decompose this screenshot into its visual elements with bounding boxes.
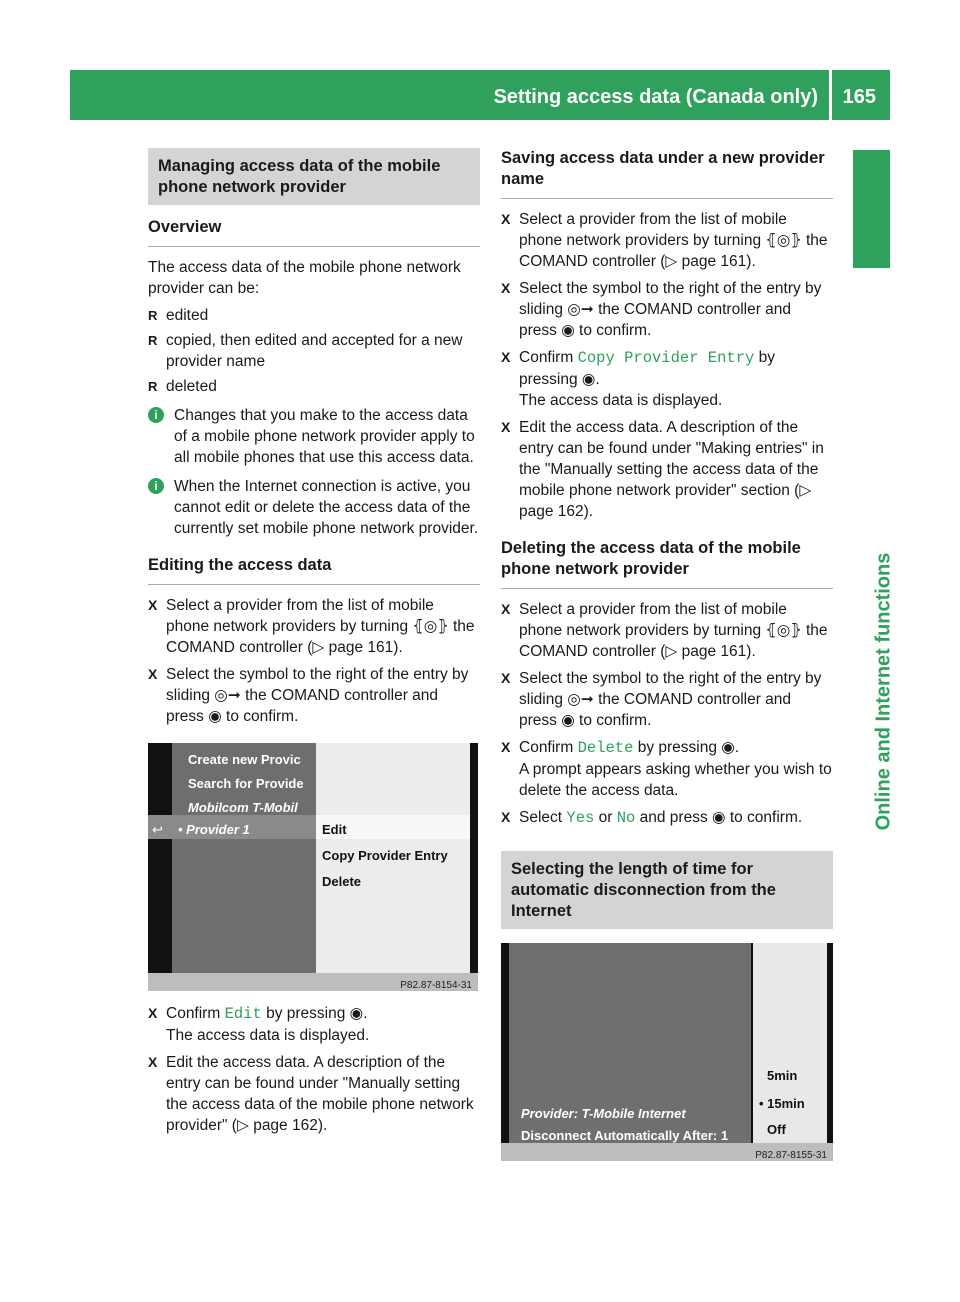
step-item: X Select a provider from the list of mobile phone network providers by turning ⦃◎⦄ the COMAND controller (▷ page 161). [501, 209, 833, 272]
list-item: R copied, then edited and accepted for a new provider name [148, 330, 480, 372]
section-title-disconnect: Selecting the length of time for automatic disconnection from the Internet [501, 851, 833, 929]
header-title: Setting access data (Canada only) [493, 86, 818, 108]
option-off: Off [767, 1122, 786, 1137]
saving-heading: Saving access data under a new provider name [501, 148, 833, 199]
step-item: X Select the symbol to the right of the entry by sliding ◎➞ the COMAND controller and press ◉ to confirm. [501, 278, 833, 341]
menu-item: Create new Provic [188, 752, 301, 767]
step-item: X Edit the access data. A description of the entry can be found under "Making entries" in the "Manually setting the access data of the mobile phone network provider" section (▷ page 162). [501, 417, 833, 522]
editing-heading: Editing the access data [148, 555, 480, 585]
comand-screen-disconnect [501, 943, 833, 1161]
option-edit: Edit [322, 822, 347, 837]
provider-menu [172, 743, 316, 973]
step-item: X Select the symbol to the right of the entry by sliding ◎➞ the COMAND controller and press ◉ to confirm. [501, 668, 833, 731]
options-menu [316, 743, 470, 973]
info-text: When the Internet connection is active, you cannot edit or delete the access data of the currently set mobile phone network provider. [174, 478, 479, 537]
code-no: No [616, 809, 636, 827]
info-note [148, 476, 480, 539]
back-icon: ↩ [152, 822, 163, 837]
image-code-strip [148, 973, 478, 991]
option-15min: • 15min [759, 1096, 805, 1111]
deleting-heading: Deleting the access data of the mobile phone network provider [501, 538, 833, 589]
option-edit-row [316, 815, 470, 839]
menu-item: Search for Provide [188, 776, 304, 791]
step-item: X Select Yes or No and press ◉ to confirm. [501, 807, 833, 829]
chapter-tab-block [853, 150, 890, 268]
step-item: X Confirm Edit by pressing ◉. The access data is displayed. [148, 1003, 480, 1046]
option-5min: 5min [767, 1068, 798, 1083]
image-code: P82.87-8154-31 [400, 980, 472, 991]
header-divider [829, 70, 832, 120]
option-copy-provider: Copy Provider Entry [322, 848, 448, 863]
code-yes: Yes [566, 809, 595, 827]
option-delete: Delete [322, 874, 362, 889]
overview-intro: The access data of the mobile phone network provider can be: [148, 259, 461, 297]
step-item: X Confirm Copy Provider Entry by pressing ◉. The access data is displayed. [501, 347, 833, 411]
step-item: X Edit the access data. A description of the entry can be found under "Manually setting the access data of the mobile phone network provider" (▷ page 162). [148, 1052, 480, 1136]
provider-label: Provider: T-Mobile Internet [521, 1106, 686, 1121]
step-item: X Select a provider from the list of mobile phone network providers by turning ⦃◎⦄ the COMAND controller (▷ page 161). [148, 595, 480, 658]
section-title-managing: Managing access data of the mobile phone network provider [148, 148, 480, 205]
comand-screen-edit [148, 743, 478, 991]
info-icon: i [148, 478, 164, 494]
info-icon: i [148, 407, 164, 423]
disconnect-options [753, 943, 827, 1143]
step-item: X Select the symbol to the right of the entry by sliding ◎➞ the COMAND controller and press ◉ to confirm. [148, 664, 480, 727]
step-item: X Select a provider from the list of mobile phone network providers by turning ⦃◎⦄ the COMAND controller (▷ page 161). [501, 599, 833, 662]
disconnect-panel [509, 943, 751, 1143]
chapter-label-text: Online and Internet functions [872, 552, 895, 831]
image-code: P82.87-8155-31 [755, 1150, 827, 1161]
page-header [70, 70, 890, 120]
list-item: R deleted [148, 376, 480, 397]
menu-item: Mobilcom T-Mobil [188, 800, 298, 815]
selected-provider: • Provider 1 [178, 822, 250, 837]
page-number: 165 [842, 86, 876, 108]
code-edit: Edit [224, 1005, 262, 1023]
list-item: R edited [148, 305, 480, 326]
left-column [148, 148, 480, 1142]
overview-heading: Overview [148, 217, 480, 247]
chapter-label [864, 552, 895, 831]
step-result: The access data is displayed. [166, 1027, 370, 1044]
disconnect-label: Disconnect Automatically After: 1 [521, 1128, 729, 1143]
step-item: X Confirm Delete by pressing ◉. A prompt appears asking whether you wish to delete the access data. [501, 737, 833, 801]
code-copy-provider: Copy Provider Entry [577, 349, 755, 367]
step-result: The access data is displayed. [519, 392, 723, 409]
info-note [148, 405, 480, 468]
image-code-strip [501, 1143, 833, 1161]
right-column [501, 148, 833, 1173]
info-text: Changes that you make to the access data of a mobile phone network provider apply to all mobile phones that use this access data. [174, 407, 475, 466]
code-delete: Delete [577, 739, 634, 757]
step-result: A prompt appears asking whether you wish to delete the access data. [519, 761, 832, 799]
